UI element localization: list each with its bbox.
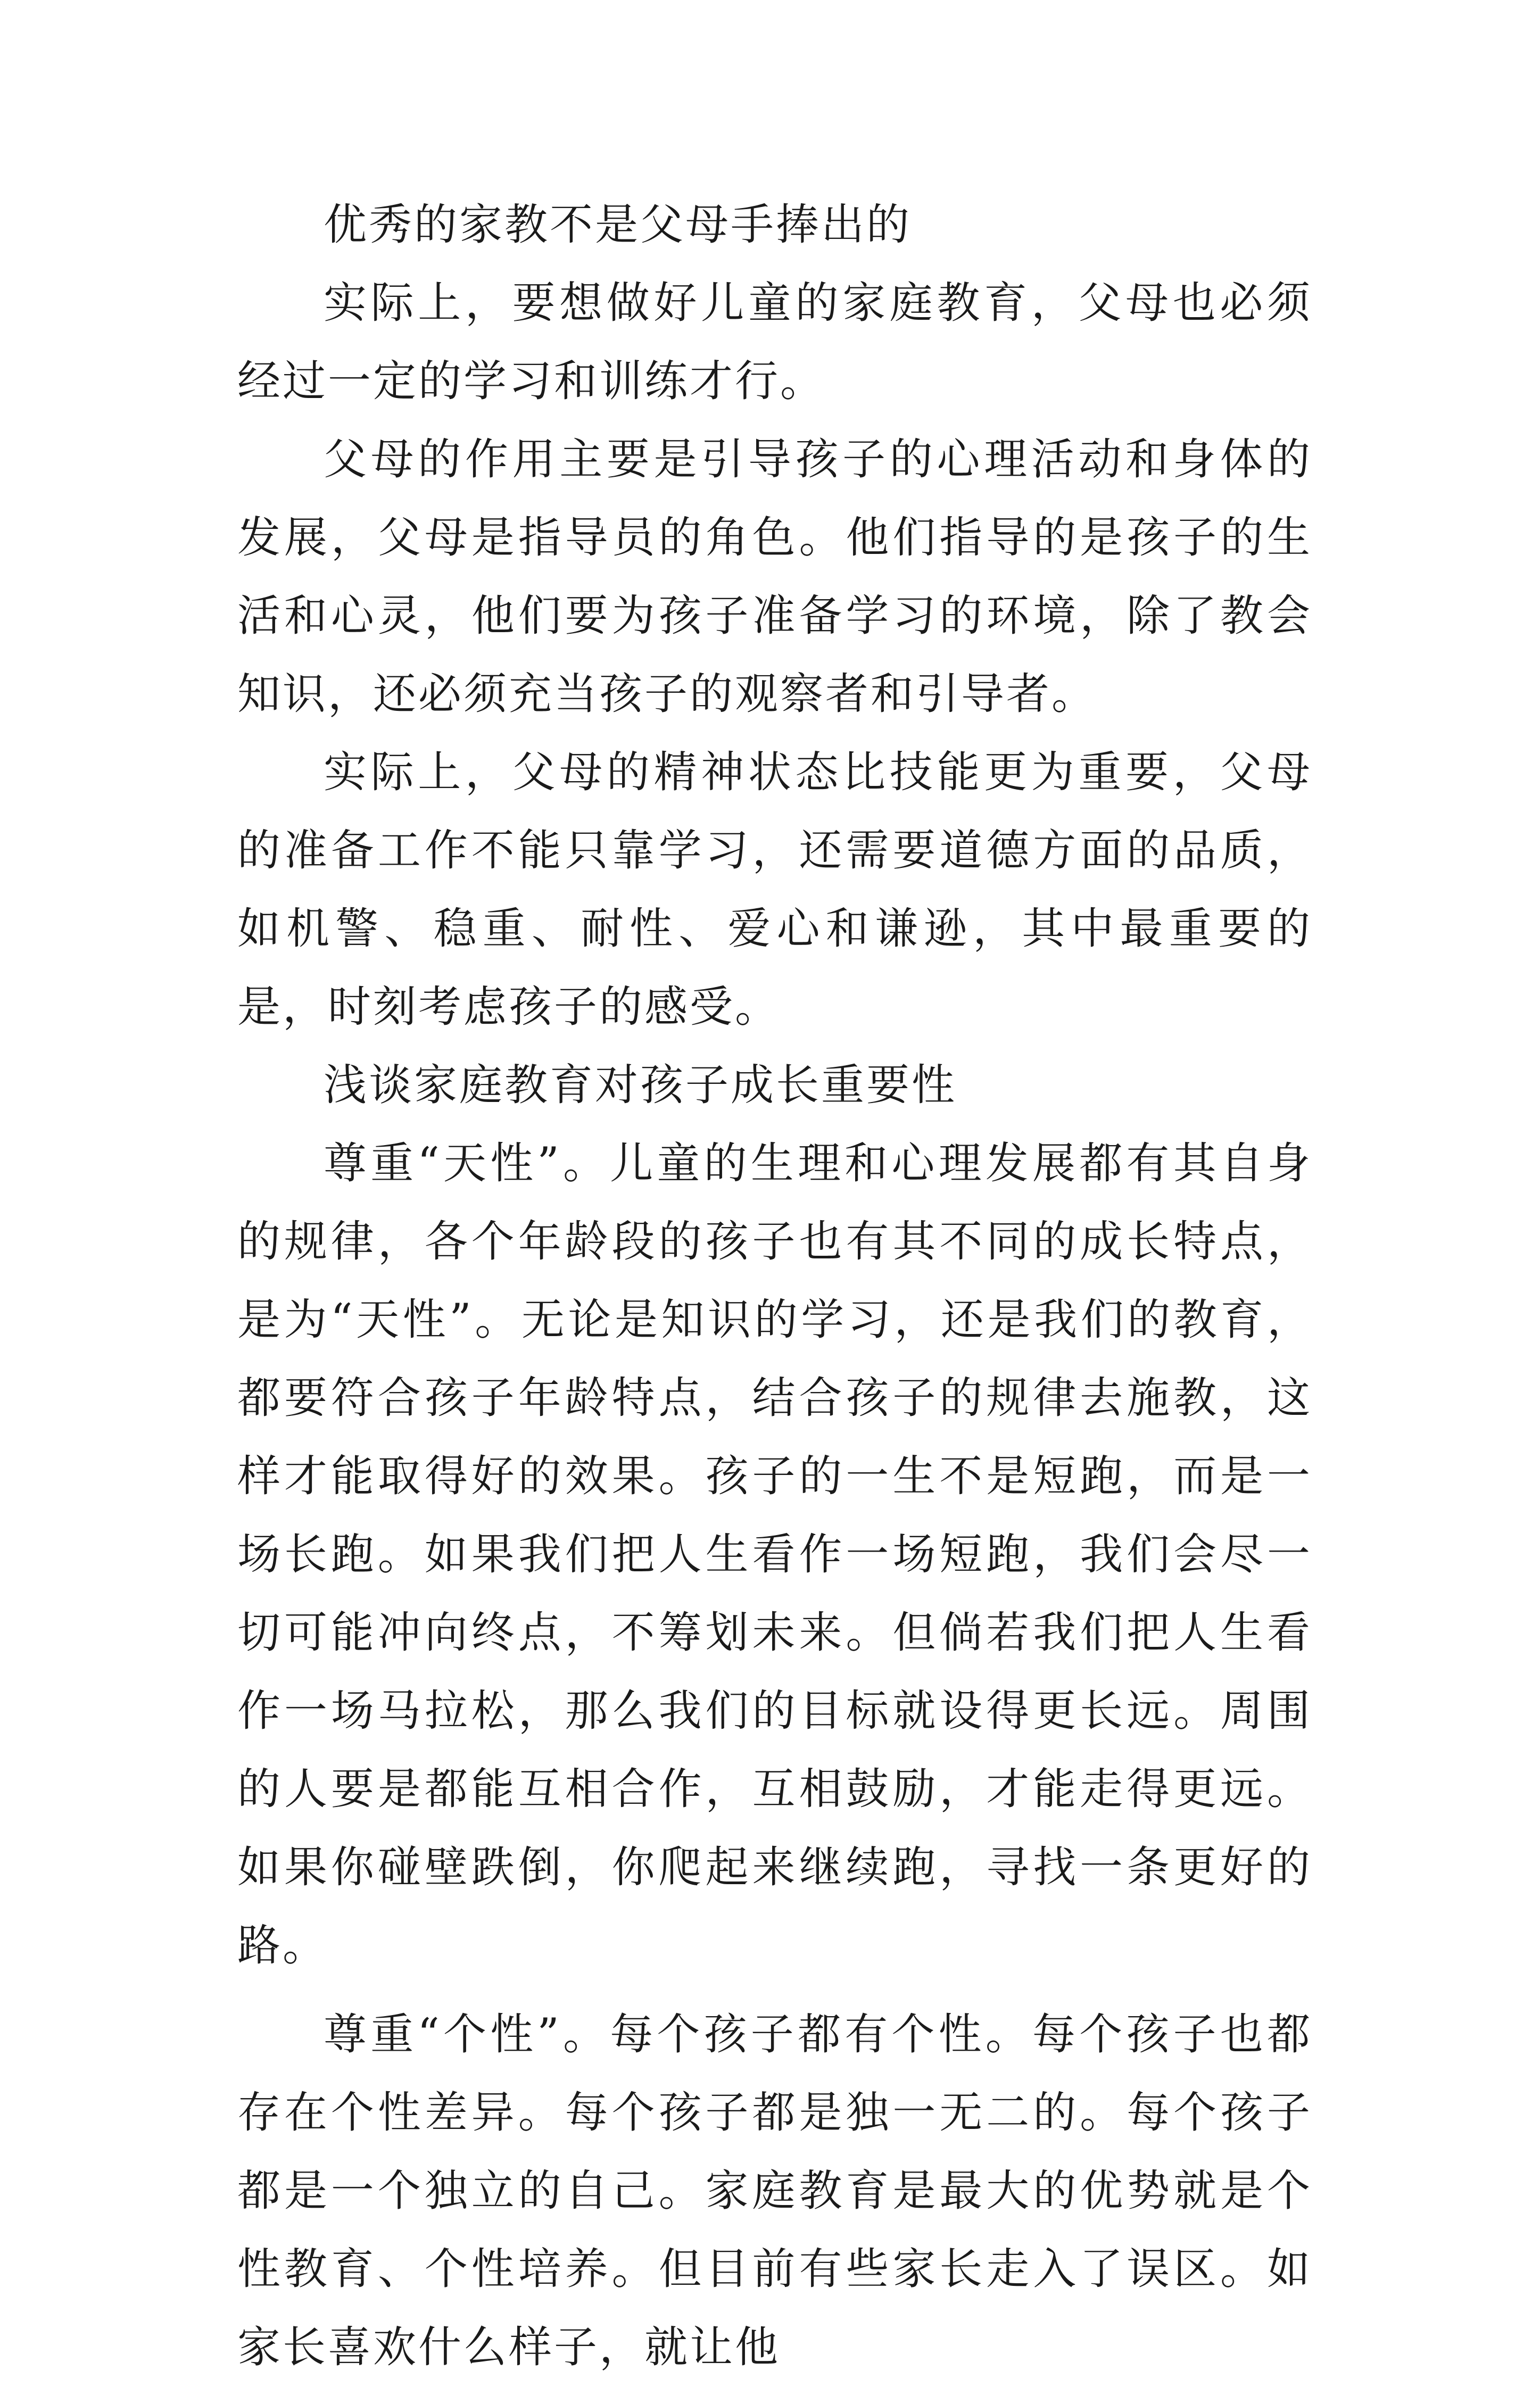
paragraph-4: 尊重“天性”。儿童的生理和心理发展都有其自身的规律，各个年龄段的孩子也有其不同的成长特点，是为“天性”。无论是知识的学习，还是我们的教育，都要符合孩子年龄特点，结合孩子的规律去施教，这样才能取得好的效果。孩子的一生不是短跑，而是一场长跑。如果我们把人生看作一场短跑，我们会尽一切可能冲向终点，不筹划未来。但倘若我们把人生看作一场马拉松，那么我们的目标就设得更长远。周围的人要是都能互相合作，互相鼓励，才能走得更远。如果你碰壁跌倒，你爬起来继续跑，寻找一条更好的路。 (237, 1139, 1312, 1971)
document-body (237, 186, 1312, 2387)
paragraph-5: 尊重“个性”。每个孩子都有个性。每个孩子也都存在个性差异。每个孩子都是独一无二的。每个孩子都是一个独立的自己。家庭教育是最大的优势就是个性教育、个性培养。但目前有些家长走入了误区。如家长喜欢什么样子，就让他 (237, 2010, 1312, 2373)
paragraph-1: 实际上，要想做好儿童的家庭教育，父母也必须经过一定的学习和训练才行。 (237, 278, 1312, 407)
section-heading-1: 优秀的家教不是父母手捧出的 (324, 200, 912, 250)
paragraph-2: 父母的作用主要是引导孩子的心理活动和身体的发展，父母是指导员的角色。他们指导的是孩子的生活和心灵，他们要为孩子准备学习的环境，除了教会知识，还必须充当孩子的观察者和引导者。 (237, 435, 1312, 719)
section-heading-2: 浅谈家庭教育对孩子成长重要性 (324, 1060, 957, 1110)
paragraph-3: 实际上，父母的精神状态比技能更为重要，父母的准备工作不能只靠学习，还需要道德方面的品质，如机警、稳重、耐性、爱心和谦逊，其中最重要的是，时刻考虑孩子的感受。 (237, 748, 1312, 1032)
